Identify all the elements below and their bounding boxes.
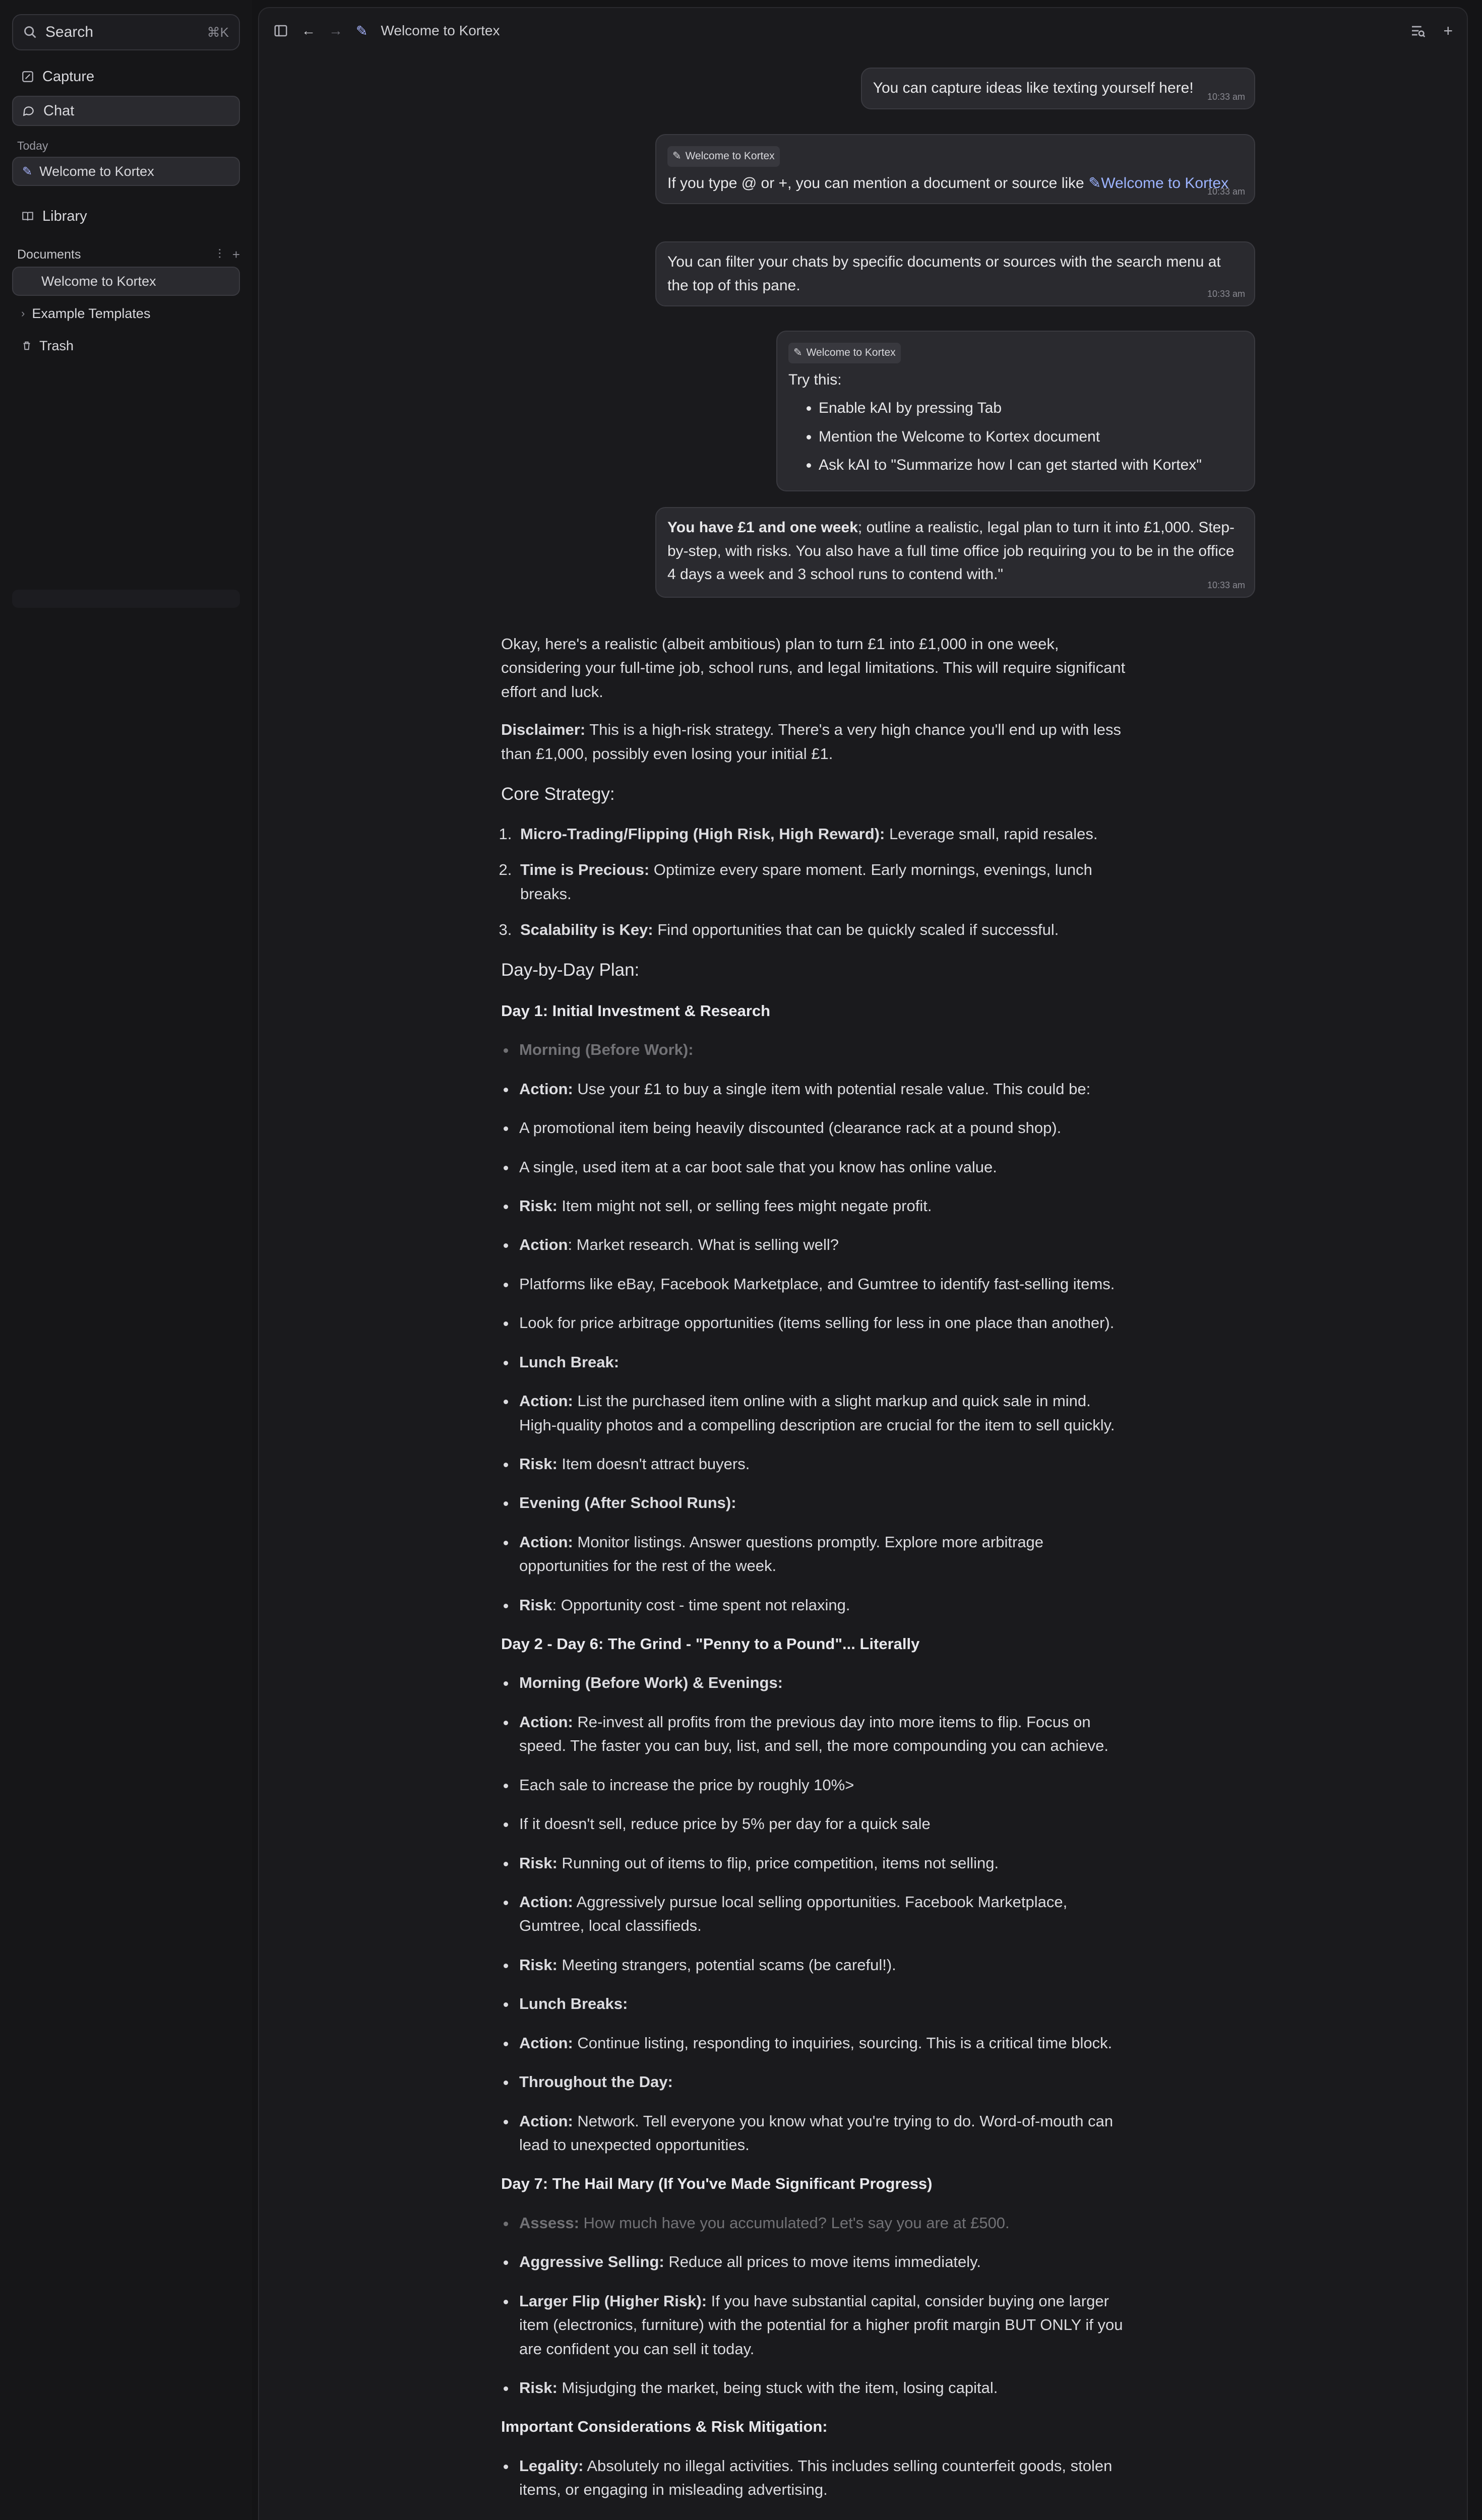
list-item [516,858,1126,906]
list-item [516,1077,1126,1101]
list-item [516,1194,1126,1218]
message-bubble [655,134,1255,204]
item-label: Micro-Trading/Flipping (High Risk, High Reward): [520,825,885,843]
item-label: Time is Precious: [520,861,650,879]
today-label: Today [17,139,48,152]
response-intro: Okay, here's a realistic (albeit ambitious) plan to turn £1 into £1,000 in one week, considering your full-time job, school runs, and legal limitations. This will require significant effort and luck. [501,635,1126,701]
topbar [259,8,1467,53]
list-item [516,1491,1126,1515]
item-label: Larger Flip (Higher Risk): [519,2292,707,2310]
list-item [516,1452,1126,1476]
item-text: A single, used item at a car boot sale that you know has online value. [519,1158,997,1176]
item-label: Lunch Break: [519,1353,620,1371]
item-label: Action [519,1236,568,1254]
day7-heading: Day 7: The Hail Mary (If You've Made Significant Progress) [501,2175,933,2193]
item-text: Optimize every spare moment. Early mornings, evenings, lunch breaks. [520,861,1092,903]
doc-item-label: Welcome to Kortex [41,273,156,289]
chat-pane [258,7,1468,2520]
filter-messages-icon[interactable] [1410,22,1426,40]
item-text: If you have substantial capital, consider buying one larger item (electronics, furniture) with the potential for a higher profit margin BUT ONLY if you are confident you can sell it today. [519,2292,1123,2358]
sparkle-icon: ✎ [793,347,802,358]
message-time: 10:33 am [1207,91,1245,102]
item-label: Lunch Breaks: [519,1995,628,2013]
message-bubble [655,507,1255,598]
considerations-list [501,2454,1126,2520]
message-text: Try this: [788,371,842,388]
list-item [516,2031,1126,2055]
item-label: Action: [519,2034,573,2052]
item-text: Re-invest all profits from the previous day into more items to flip. Focus on speed. The faster you can buy, list, and sell, the more compounding you can achieve. [519,1713,1108,1755]
item-text: Leverage small, rapid resales. [885,825,1098,843]
item-text: Running out of items to flip, price competition, items not selling. [557,1854,999,1872]
search-label: Search [45,24,94,40]
disclaimer-label: Disclaimer: [501,721,586,739]
list-item [516,1710,1126,1758]
nav-library[interactable] [12,201,240,231]
list-item [516,1593,1126,1617]
day1-heading: Day 1: Initial Investment & Research [501,1001,771,1020]
item-label: Throughout the Day: [519,2073,673,2091]
item-text: Meeting strangers, potential scams (be careful!). [557,1956,896,1974]
message-bold: You have £1 and one week [667,519,858,536]
message-text: You can capture ideas like texting yourself here! [873,80,1194,96]
item-text: : Opportunity cost - time spent not relaxing. [552,1596,850,1614]
page-title: Welcome to Kortex [381,23,500,38]
message-time: 10:33 am [1207,580,1245,590]
book-icon [21,210,34,223]
item-label: Risk: [519,1455,558,1473]
sparkle-icon: ✎ [356,23,368,39]
list-item [516,1851,1126,1875]
sidebar-toggle-icon[interactable] [273,23,288,38]
item-text: Aggressively pursue local selling opportunities. Facebook Marketplace, Gumtree, local classifieds. [519,1893,1068,1935]
list-item [516,1233,1126,1256]
doc-mention-link[interactable]: ✎Welcome to Kortex [1088,174,1229,192]
message-time: 10:33 am [1207,289,1245,299]
message-text: ; outline a realistic, legal plan to turn it into £1,000. Step-by-step, with risks. You also have a full time office job requiring you to be in the office 4 days a week and 3 school runs to contend with." [667,519,1235,583]
item-label: Risk: [519,1197,558,1215]
item-label: Action: [519,2112,573,2130]
chat-item-label: Welcome to Kortex [39,163,154,179]
doc-chip[interactable] [667,146,780,167]
considerations-heading: Important Considerations & Risk Mitigation: [501,2418,828,2436]
item-label: Morning (Before Work): [519,1041,694,1059]
list-item [516,822,1126,846]
item-text: A promotional item being heavily discounted (clearance rack at a pound shop). [519,1119,1062,1137]
item-text: Each sale to increase the price by roughly 10%> [519,1776,854,1794]
day2-heading: Day 2 - Day 6: The Grind - "Penny to a Pound"... Literally [501,1635,920,1653]
item-label: Action: [519,1713,573,1731]
chat-icon [22,104,35,117]
doc-item-label: Trash [39,338,74,353]
message-text: You can filter your chats by specific documents or sources with the search menu at the top of this pane. [667,254,1221,294]
list-item [516,2376,1126,2400]
item-label: Aggressive Selling: [519,2253,664,2271]
filter-icon[interactable]: ⫶ [218,246,221,262]
item-text: Absolutely no illegal activities. This includes selling counterfeit goods, stolen items, or engaging in misleading advertising. [519,2456,1113,2499]
item-text: How much have you accumulated? Let's say you are at £500. [579,2214,1010,2232]
list-item [516,1530,1126,1578]
documents-header [17,246,240,263]
core-heading: Core Strategy: [501,784,615,804]
list-item [516,1992,1126,2015]
ai-response [501,618,1126,2520]
trash-icon [21,340,32,351]
item-text: Network. Tell everyone you know what you're trying to do. Word-of-mouth can lead to unexpected opportunities. [519,2112,1114,2154]
message-text: If you type @ or +, you can mention a document or source like [667,174,1089,192]
sparkle-icon: ✎ [22,164,33,178]
sidebar-divider [12,590,240,608]
item-label: Action: [519,1080,573,1098]
list-item [516,2109,1126,2157]
item-label: Evening (After School Runs): [519,1494,736,1512]
item-text: If it doesn't sell, reduce price by 5% per day for a quick sale [519,1815,931,1833]
nav-capture-label: Capture [42,68,95,85]
message-bubble [861,68,1255,109]
capture-icon [21,70,34,83]
list-item [516,2211,1126,2235]
disclaimer-text: This is a high-risk strategy. There's a very high chance you'll end up with less than £1,000, possibly even losing your initial £1. [501,721,1122,763]
search-button[interactable] [12,14,240,50]
nav-chat-label: Chat [43,102,75,119]
item-label: Assess: [519,2214,579,2232]
item-label: Scalability is Key: [520,920,653,938]
item-label: Morning (Before Work) & Evenings: [519,1674,783,1692]
list-item [516,1116,1126,1140]
search-icon [23,25,37,39]
doc-item-templates[interactable] [12,299,240,328]
day1-list [501,1038,1126,1617]
list-item [516,1773,1126,1797]
item-text: Item might not sell, or selling fees might negate profit. [557,1197,932,1215]
item-label: Risk: [519,1854,558,1872]
nav-capture[interactable] [12,61,240,92]
item-label: Action: [519,1392,573,1410]
plan-heading: Day-by-Day Plan: [501,960,640,980]
list-item [516,918,1126,941]
nav-chat[interactable] [12,96,240,126]
item-label: Legality: [519,2456,584,2475]
doc-chip[interactable] [788,343,901,363]
item-text: Reduce all prices to move items immediately. [664,2253,981,2271]
back-arrow-icon[interactable]: ← [301,23,316,38]
message-bubble [655,241,1255,306]
item-text: List the purchased item online with a slight markup and quick sale in mind. High-quality photos and a compelling description are crucial for the item to sell quickly. [519,1392,1115,1434]
item-text: Find opportunities that can be quickly scaled if successful. [653,920,1059,938]
item-text: Misjudging the market, being stuck with the item, losing capital. [557,2378,998,2397]
doc-item-trash[interactable] [12,331,240,360]
list-item: • Enable kAI by pressing Tab [819,397,1243,420]
list-item [516,1155,1126,1179]
response-disclaimer [501,718,1126,766]
item-text: Continue listing, responding to inquiries, sourcing. This is a critical time block. [573,2034,1113,2052]
item-label: Action: [519,1533,573,1551]
item-label: Risk: [519,1956,558,1974]
chip-label: Welcome to Kortex [685,150,775,162]
chat-item-welcome[interactable] [12,157,240,186]
list-item [516,2517,1126,2520]
tips-list [788,397,1243,477]
list-item [516,1812,1126,1836]
list-item [516,2454,1126,2502]
documents-label: Documents [17,247,81,262]
list-item [516,2070,1126,2094]
search-shortcut: ⌘K [207,24,229,40]
list-item [516,1311,1126,1335]
core-list [501,822,1126,942]
item-text: Look for price arbitrage opportunities (items selling for less in one place than another). [519,1314,1115,1332]
list-item: • Mention the Welcome to Kortex document [819,425,1243,449]
nav-library-label: Library [42,208,87,224]
item-text: Use your £1 to buy a single item with potential resale value. This could be: [573,1080,1091,1098]
item-label: Risk: [519,2378,558,2397]
new-chat-icon[interactable]: + [1443,21,1453,40]
item-text: Platforms like eBay, Facebook Marketplace, and Gumtree to identify fast-selling items. [519,1275,1115,1293]
list-item [516,1389,1126,1437]
item-text: Monitor listings. Answer questions promptly. Explore more arbitrage opportunities for the rest of the week. [519,1533,1044,1575]
item-text: Item doesn't attract buyers. [557,1455,750,1473]
item-text: : Market research. What is selling well? [568,1236,839,1254]
list-item [516,1953,1126,1977]
sidebar [0,0,252,2520]
list-item [516,1671,1126,1694]
list-item [516,1350,1126,1374]
list-item [516,2289,1126,2361]
doc-item-label: Example Templates [32,305,151,321]
day7-list [501,2211,1126,2400]
doc-item-welcome[interactable] [12,267,240,296]
list-item: • Ask kAI to "Summarize how I can get started with Kortex" [819,454,1243,477]
list-item [516,1272,1126,1296]
message-time: 10:33 am [1207,186,1245,197]
chip-label: Welcome to Kortex [806,347,896,358]
list-item [516,2250,1126,2274]
add-document-icon[interactable]: + [232,246,240,262]
forward-arrow-icon[interactable]: → [329,23,343,38]
day2-list [501,1671,1126,2157]
mention-label: Welcome to Kortex [1101,174,1229,192]
sparkle-icon: ✎ [672,150,682,162]
message-bubble [776,331,1255,491]
chevron-right-icon: › [21,307,25,320]
list-item [516,1890,1126,1938]
item-label: Risk [519,1596,552,1614]
list-item [516,1038,1126,1061]
item-label: Action: [519,1893,573,1911]
